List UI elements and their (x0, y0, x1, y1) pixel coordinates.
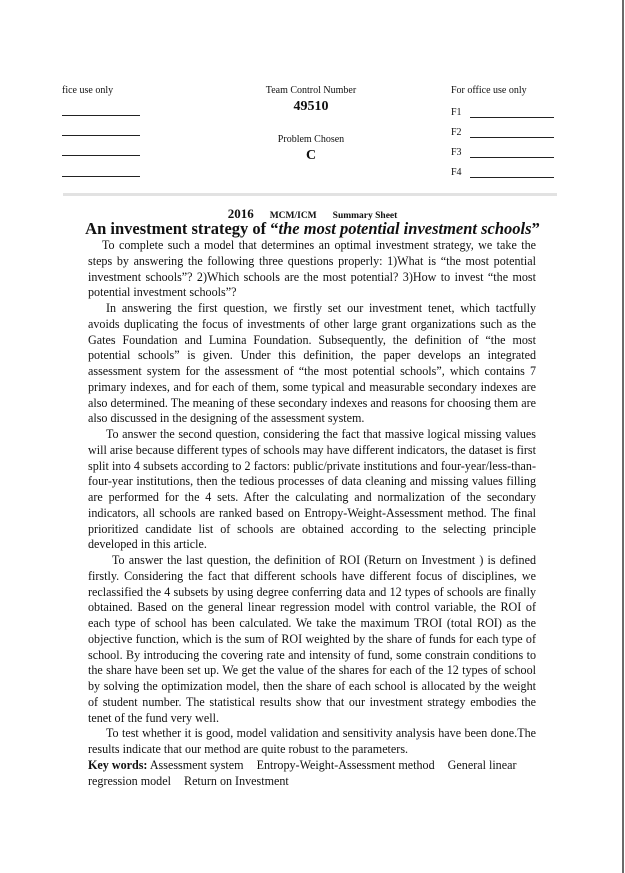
office-field-label: F1 (451, 107, 462, 118)
page-edge-rule (622, 0, 624, 873)
contest-name: MCM/ICM (269, 211, 317, 221)
contest-year: 2016 (227, 206, 254, 221)
team-control-label: Team Control Number (265, 85, 357, 96)
keyword: Return on Investment (184, 773, 289, 788)
office-field-line (470, 157, 554, 158)
keywords (88, 758, 536, 790)
summary-body (88, 238, 536, 789)
problem-chosen-label: Problem Chosen (277, 134, 345, 145)
summary-paragraph: In answering the first question, we firstly set our investment tenet, which tactfully avoids duplicating the focus of investments of other large grant organizations such as the Gates Foundation and Lumina Foundation. Subsequently, the definition of “the most potential schools” is given. Under this definition, the paper develops an integrated assessment system for the assessment of “the most potential schools”, which contains 7 primary indexes, and for each of them, some typical and measurable secondary indexes are also determined. The meaning of these secondary indexes and reasons for choosing them are also discussed in the designing of the assessment system. (88, 301, 536, 426)
office-field-f1 (451, 107, 561, 119)
team-info (240, 85, 382, 164)
paper-title-italic: the most potential investment schools (278, 219, 532, 238)
office-blank-line (62, 155, 140, 156)
team-control-number: 49510 (293, 99, 329, 114)
office-field-label: F2 (451, 127, 462, 138)
problem-chosen-value: C (305, 148, 317, 163)
paper-title-suffix: ” (531, 219, 540, 238)
keywords-label: Key words: (88, 757, 148, 772)
office-field-f4 (451, 167, 561, 179)
office-field-label: F3 (451, 147, 462, 158)
office-field-line (470, 137, 554, 138)
office-blank-line (62, 176, 140, 177)
summary-paragraph: To answer the last question, the definition of ROI (Return on Investment ) is defined firstly. Considering the fact that different schools have different focus of disciplines, we reclassified the 4 subsets by using degree conferring data and 12 types of schools are finally obtained. Based on the general linear regression model with control variable, the ROI of each type of school has been calculated. We take the maximum TROI (total ROI) as the objective function, which is the sum of ROI weighted by the share of funds for each type of school. By introducing the covering rate and intensity of fund, some constrain conditions to the share have been set up. We get the value of the shares for each of the 12 types of school by solving the optimization model, then the share of each school is allocated by the weight of student number. The statistical results show that our investment strategy embodies the tenet of the fund very well. (88, 553, 536, 725)
office-blank-line (62, 115, 140, 116)
office-use-right-label: For office use only (451, 85, 527, 96)
keyword: Entropy-Weight-Assessment method (256, 757, 435, 772)
keyword: Assessment system (149, 757, 244, 772)
summary-paragraph: To test whether it is good, model validation and sensitivity analysis have been done.The results indicate that our method are quite robust to the parameters. (88, 726, 536, 756)
office-use-left-label: fice use only (62, 85, 114, 96)
office-use-left (62, 85, 152, 97)
office-field-line (470, 177, 554, 178)
sheet-name: Summary Sheet (332, 211, 398, 221)
office-field-f3 (451, 147, 561, 159)
paper-title (0, 219, 625, 239)
office-field-line (470, 117, 554, 118)
office-blank-line (62, 135, 140, 136)
summary-paragraph: To answer the second question, considering the fact that massive logical missing values will arise because different types of schools may have different indicators, the dataset is first split into 4 subsets according to 2 factors: public/private institutions and four-year/less-than-four-year institutions, then the tedious processes of data cleaning and missing values filling are performed for the 4 sets. After the calculating and normalization of the secondary indicators, all schools are ranked based on Entropy-Weight-Assessment method. The final prioritized candidate list of schools are obtained according to the selecting principle developed in this article. (88, 427, 536, 552)
keyword: General linear regression model (88, 757, 517, 788)
office-use-right (451, 85, 561, 178)
header-separator (63, 193, 557, 196)
paper-title-prefix: An investment strategy of “ (85, 219, 279, 238)
summary-paragraph: To complete such a model that determines an optimal investment strategy, we take the steps by answering the following three questions properly: 1)What is “the most potential investment schools”? 2)Which schools are the most potential? 3)How to invest “the most potential investment schools”? (88, 238, 536, 300)
office-field-label: F4 (451, 167, 462, 178)
office-field-f2 (451, 127, 561, 139)
